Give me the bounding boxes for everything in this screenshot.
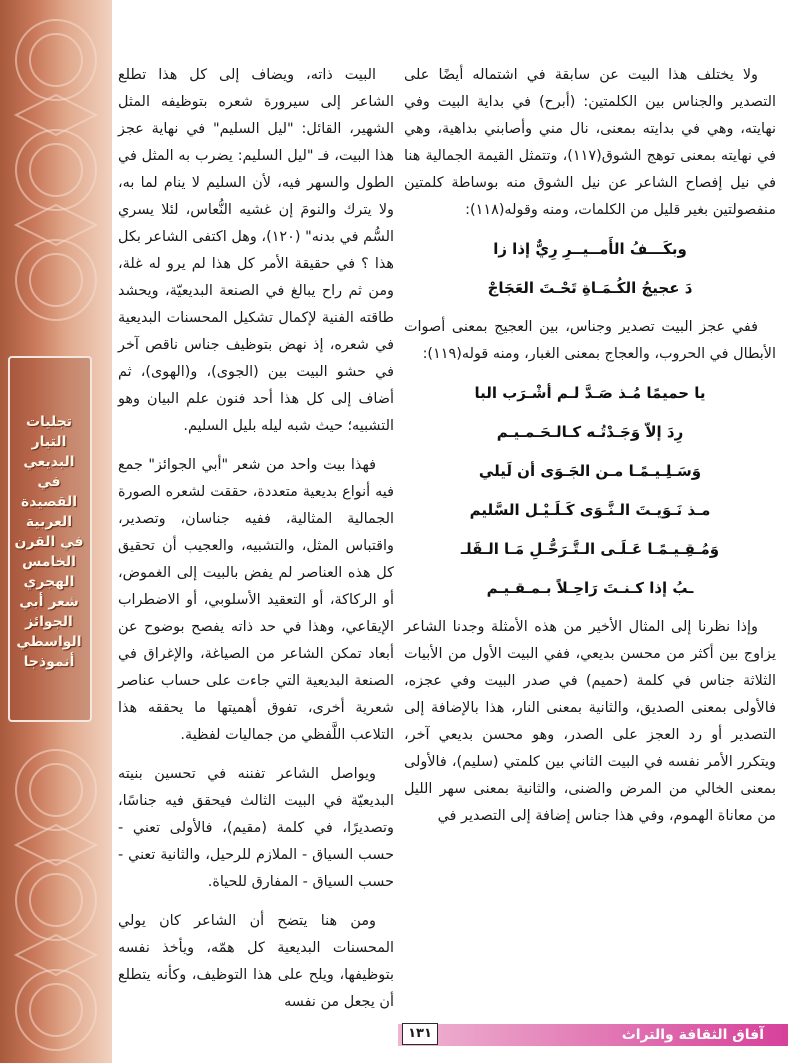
verse-line: دَ عجيجُ الكُـمَـاةِ تَحْـتَ العَجَاجْ xyxy=(487,279,693,297)
verse-line: وبكَـــفُ الأَمــيــرِ رِيٌّ إذا زا xyxy=(493,240,687,258)
left-column xyxy=(118,62,394,1028)
verse-line: مـذ نَـوَيـتَ الـنَّـوَى كَـلَـيْـل السَّليم xyxy=(469,501,711,519)
sidebar-article-title: تجليات التيار البديعي في القصيدة العربية في القرن الخامس الهجري شعر أبي الجوائز الواسطي أنموذجا xyxy=(14,414,84,670)
paragraph: ويواصل الشاعر تفننه في تحسين بنيته البديعيّة في البيت الثالث فيحقق فيه جناسًا، وتصديرًا، في كلمة (مقيم)، فالأولى تعني - حسب السياق - الملازم للرحيل، والثانية تعني - حسب السياق - المفارق للحياة. xyxy=(118,766,394,890)
paragraph: فهذا بيت واحد من شعر "أبي الجوائز" جمع فيه أنواع بديعية متعددة، حققت لشعره الصورة الجمالية المثالية، ففيه جناسان، وتصدير، واقتباس المثل، والتشبيه، والعجيب أن تحقيق كل هذه العناصر لم يفض بالبيت إلى الغموض، أو الركاكة، أو التعقيد الأسلوبي، أو الاضطراب الإيقاعي، وهذا في حد ذاته يفصح بوضوح عن أبعاد تمكن الشاعر من الصياغة، والإغراق في الصنعة البديعية التي جاءت على حساب عناصر شعرية أخرى، تفوق أهميتها ما يحققه هذا التلاعب اللَّفظي من جماليات لفظية. xyxy=(118,457,394,743)
paragraph: ولا يختلف هذا البيت عن سابقة في اشتماله أيضًا على التصدير والجناس بين الكلمتين: (أبرح) في بداية البيت وفي نهايته، وهي في بدايته بمعنى، نال مني وأصابني بداهية، وهي في نهايته بمعنى توهج الشوق(١١٧)، وتتمثل القيمة الجمالية هنا في نيل إفصاح الشاعر عن نيل الشوق منه بوساطة كلمتين منفصولتين بغير قليل من الكلمات، ومنه وقوله(١١٨): xyxy=(404,67,776,218)
paragraph: ففي عجز البيت تصدير وجناس، بين العجيج بمعنى أصوات الأبطال في الحروب، والعجاج بمعنى الغبار، ومنه قوله(١١٩): xyxy=(404,319,776,362)
page-number: ١٣١ xyxy=(402,1023,438,1045)
verse-line: رِدَ إلاّ وَجَـدْتُـه كـالـحَـمـيـم xyxy=(496,423,684,441)
verse-line: وَسَـلِـيـمًـا مـن الجَـوَى أن لَيلي xyxy=(478,462,702,480)
verse-line: يا حميمًا مُـذ صَـدَّ لـم أشْـرَب البا xyxy=(474,384,706,402)
paragraph: وإذا نظرنا إلى المثال الأخير من هذه الأمثلة وجدنا الشاعر يزاوج بين أكثر من محسن بديعي، ففي البيت الأول من الأبيات الثلاثة جناس في كلمة (حميم) في صدر البيت وفي عجزه، فالأولى بمعنى الصديق، والثانية بمعنى النار، هذا بالإضافة إلى التصدير أو رد العجز على الصدر، وهو محسن بديعي آخر، ويتكرر الأمر نفسه في البيت الثاني بين كلمتي (سليم)، فالأولى بمعنى الخالي من المرض والضنى، والثانية بمعنى سهر الليل من معاناة الهموم، وفي هذا جناس إضافة إلى التصدير في xyxy=(404,619,776,824)
paragraph: البيت ذاته، ويضاف إلى كل هذا تطلع الشاعر إلى سيرورة شعره بتوظيفه المثل الشهير، القائل: "ليل السليم" في نهاية عجز هذا البيت، فـ "ليل السليم: يضرب به المثل في الطول والسهر فيه، لأن السليم لا ينام لما به، ولا يترك والنومَ إن غشيه النُّعاس، لئلا يسري السُّم في بدنه" (١٢٠)، وهل اكتفى الشاعر بكل هذا ؟ في حقيقة الأمر كل هذا لم يرو له غلة، ومن ثم راح يبالغ في الصنعة البديعيّة، ويحشد طاقته الفنية لإكمال تشكيل المحسنات البديعية في شعره، إذ نهض بتوظيف جناس ناقص آخر في حشو البيت بين (الجوى)، و(الهوى)، ثم أضاف إلى كل هذا أحد فنون علم البيان وهو التشبيه؛ حيث شبه ليله بليل السليم. xyxy=(118,67,394,434)
right-column xyxy=(404,62,776,842)
magazine-title: آفاق الثقافة والتراث xyxy=(621,1027,764,1043)
paragraph: ومن هنا يتضح أن الشاعر كان يولي المحسنات البديعية كل همّه، ويأخذ نفسه بتوظيفها، ويلح على هذا التوظيف، وكأنه يتطلع أن يجعل من نفسه xyxy=(118,913,394,1010)
verse-line: ـبُ إذا كـنـتَ رَاحِـلاً بـمـقـيـم xyxy=(486,579,694,597)
verse-line: وَمُـقِـيـمًـا عَـلَـى الـتَّـرَحُّـلِ مَـا الـقَلـ xyxy=(460,540,720,558)
